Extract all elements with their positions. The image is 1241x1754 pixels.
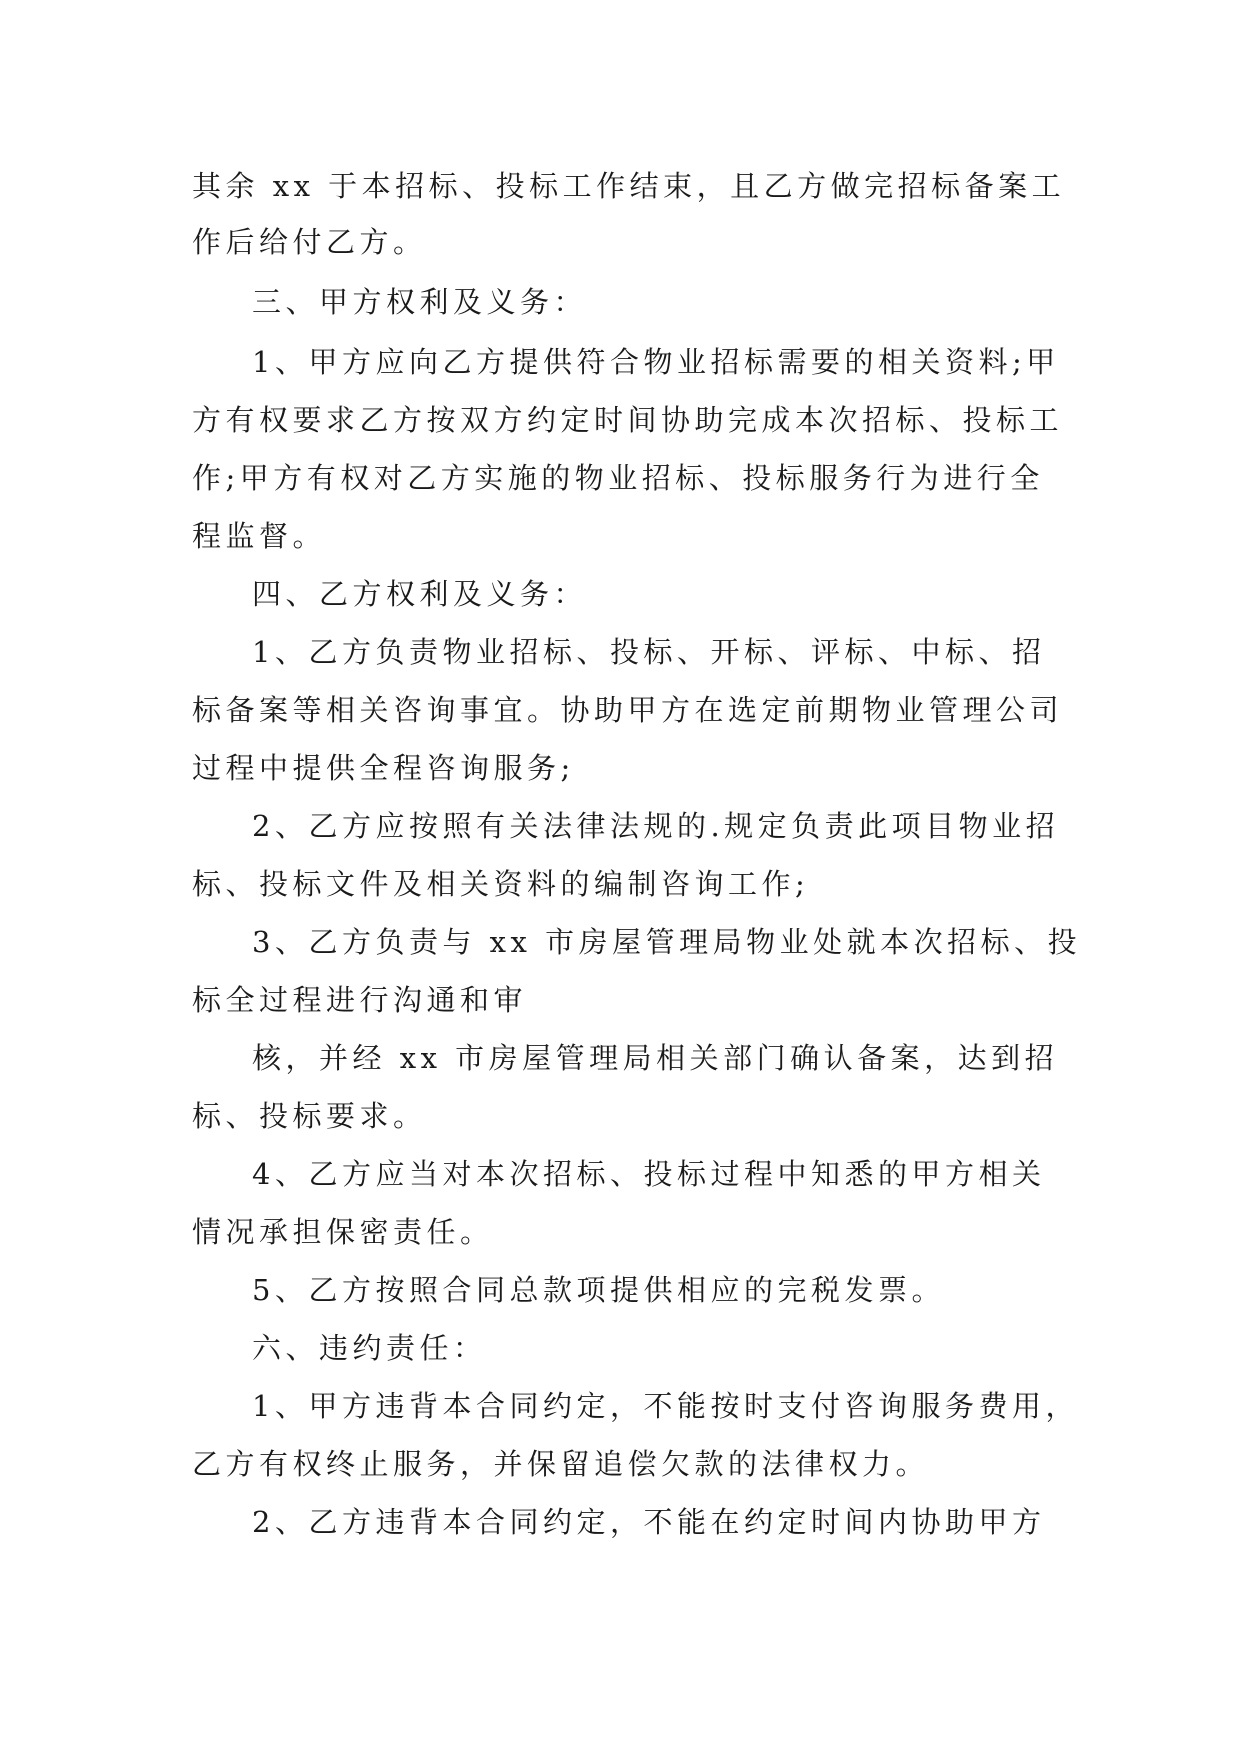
paragraph-line: 其余 xx 于本招标、投标工作结束，且乙方做完招标备案工 xyxy=(192,169,1066,203)
paragraph-line: 三、甲方权利及义务： xyxy=(252,285,588,319)
paragraph-line: 标全过程进行沟通和审 xyxy=(192,983,528,1017)
paragraph-line: 标、投标文件及相关资料的编制咨询工作; xyxy=(192,867,810,901)
paragraph-line: 2、乙方违背本合同约定，不能在约定时间内协助甲方 xyxy=(252,1505,1046,1539)
paragraph-line: 4、乙方应当对本次招标、投标过程中知悉的甲方相关 xyxy=(252,1157,1046,1191)
paragraph-line: 方有权要求乙方按双方约定时间协助完成本次招标、投标工 xyxy=(192,403,1064,437)
paragraph-line: 四、乙方权利及义务： xyxy=(252,577,588,611)
paragraph-line: 核，并经 xx 市房屋管理局相关部门确认备案，达到招 xyxy=(252,1041,1059,1075)
paragraph-line: 过程中提供全程咨询服务; xyxy=(192,751,575,785)
paragraph-line: 乙方有权终止服务，并保留追偿欠款的法律权力。 xyxy=(192,1447,930,1481)
paragraph-line: 程监督。 xyxy=(192,519,327,553)
paragraph-line: 六、违约责任： xyxy=(252,1331,487,1365)
paragraph-line: 1、乙方负责物业招标、投标、开标、评标、中标、招 xyxy=(252,635,1046,669)
paragraph-line: 5、乙方按照合同总款项提供相应的完税发票。 xyxy=(252,1273,945,1307)
paragraph-line: 情况承担保密责任。 xyxy=(192,1215,494,1249)
paragraph-line: 作后给付乙方。 xyxy=(192,225,427,259)
paragraph-line: 标、投标要求。 xyxy=(192,1099,427,1133)
paragraph-line: 2、乙方应按照有关法律法规的.规定负责此项目物业招 xyxy=(252,809,1060,843)
paragraph-line: 1、甲方违背本合同约定，不能按时支付咨询服务费用， xyxy=(252,1389,1079,1423)
paragraph-line: 标备案等相关咨询事宜。协助甲方在选定前期物业管理公司 xyxy=(192,693,1064,727)
paragraph-line: 1、甲方应向乙方提供符合物业招标需要的相关资料;甲 xyxy=(252,345,1060,379)
paragraph-line: 作;甲方有权对乙方实施的物业招标、投标服务行为进行全 xyxy=(192,461,1044,495)
paragraph-line: 3、乙方负责与 xx 市房屋管理局物业处就本次招标、投 xyxy=(252,925,1082,959)
